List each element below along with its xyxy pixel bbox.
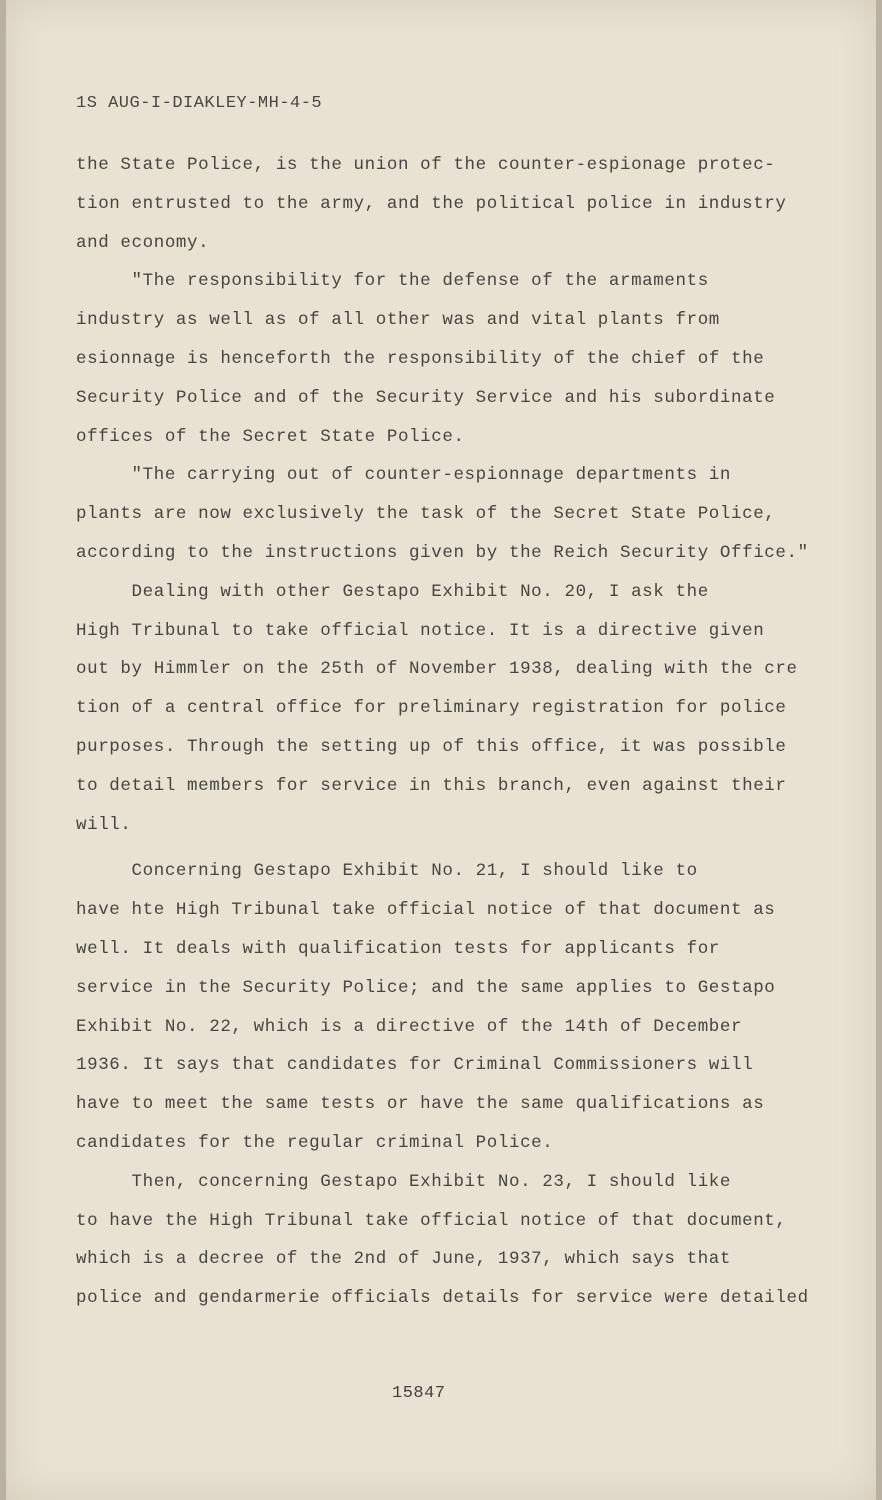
page-number: 15847 [392, 1384, 446, 1403]
text-line: which is a decree of the 2nd of June, 1937, which says that [76, 1249, 732, 1270]
transcript-body [76, 146, 836, 1318]
text-line: High Tribunal to take official notice. It is a directive given [76, 620, 765, 641]
text-line: candidates for the regular criminal Police. [76, 1132, 554, 1153]
text-line: tion entrusted to the army, and the political police in industry [76, 193, 787, 214]
text-line: police and gendarmerie officials details for service were detailed [76, 1288, 809, 1309]
text-line: Security Police and of the Security Service and his subordinate [76, 387, 776, 408]
text-line: well. It deals with qualification tests for applicants for [76, 938, 720, 959]
text-line: to detail members for service in this branch, even against their [76, 775, 787, 796]
text-line: the State Police, is the union of the counter-espionage protec- [76, 155, 776, 175]
text-line: "The responsibility for the defense of the armaments [76, 271, 709, 292]
text-line: Then, concerning Gestapo Exhibit No. 23, I should like [76, 1171, 732, 1192]
text-line: service in the Security Police; and the same applies to Gestapo [76, 977, 776, 998]
text-line: Concerning Gestapo Exhibit No. 21, I should like to [76, 861, 698, 882]
document-header: 1S AUG-I-DIAKLEY-MH-4-5 [76, 94, 323, 113]
text-line: according to the instructions given by the Reich Security Office." [76, 542, 809, 563]
text-line: esionnage is henceforth the responsibility of the chief of the [76, 348, 765, 369]
text-line: have hte High Tribunal take official notice of that document as [76, 900, 776, 921]
text-line: and economy. [76, 232, 210, 253]
text-line: to have the High Tribunal take official notice of that document, [76, 1210, 787, 1231]
text-line: plants are now exclusively the task of the Secret State Police, [76, 504, 776, 525]
text-line: have to meet the same tests or have the same qualifications as [76, 1094, 765, 1115]
text-line: industry as well as of all other was and vital plants from [76, 310, 720, 331]
text-line: Exhibit No. 22, which is a directive of the 14th of December [76, 1016, 743, 1037]
paragraph-gap [76, 844, 836, 852]
text-line: 1936. It says that candidates for Criminal Commissioners will [76, 1055, 754, 1076]
text-line: "The carrying out of counter-espionnage departments in [76, 465, 732, 486]
text-line: tion of a central office for preliminary registration for police [76, 698, 787, 719]
text-line: offices of the Secret State Police. [76, 426, 465, 447]
text-line: out by Himmler on the 25th of November 1938, dealing with the cre [76, 659, 798, 680]
document-page [6, 0, 876, 1500]
text-line: will. [76, 814, 132, 835]
text-line: Dealing with other Gestapo Exhibit No. 20, I ask the [76, 581, 709, 602]
text-line: purposes. Through the setting up of this office, it was possible [76, 736, 787, 757]
